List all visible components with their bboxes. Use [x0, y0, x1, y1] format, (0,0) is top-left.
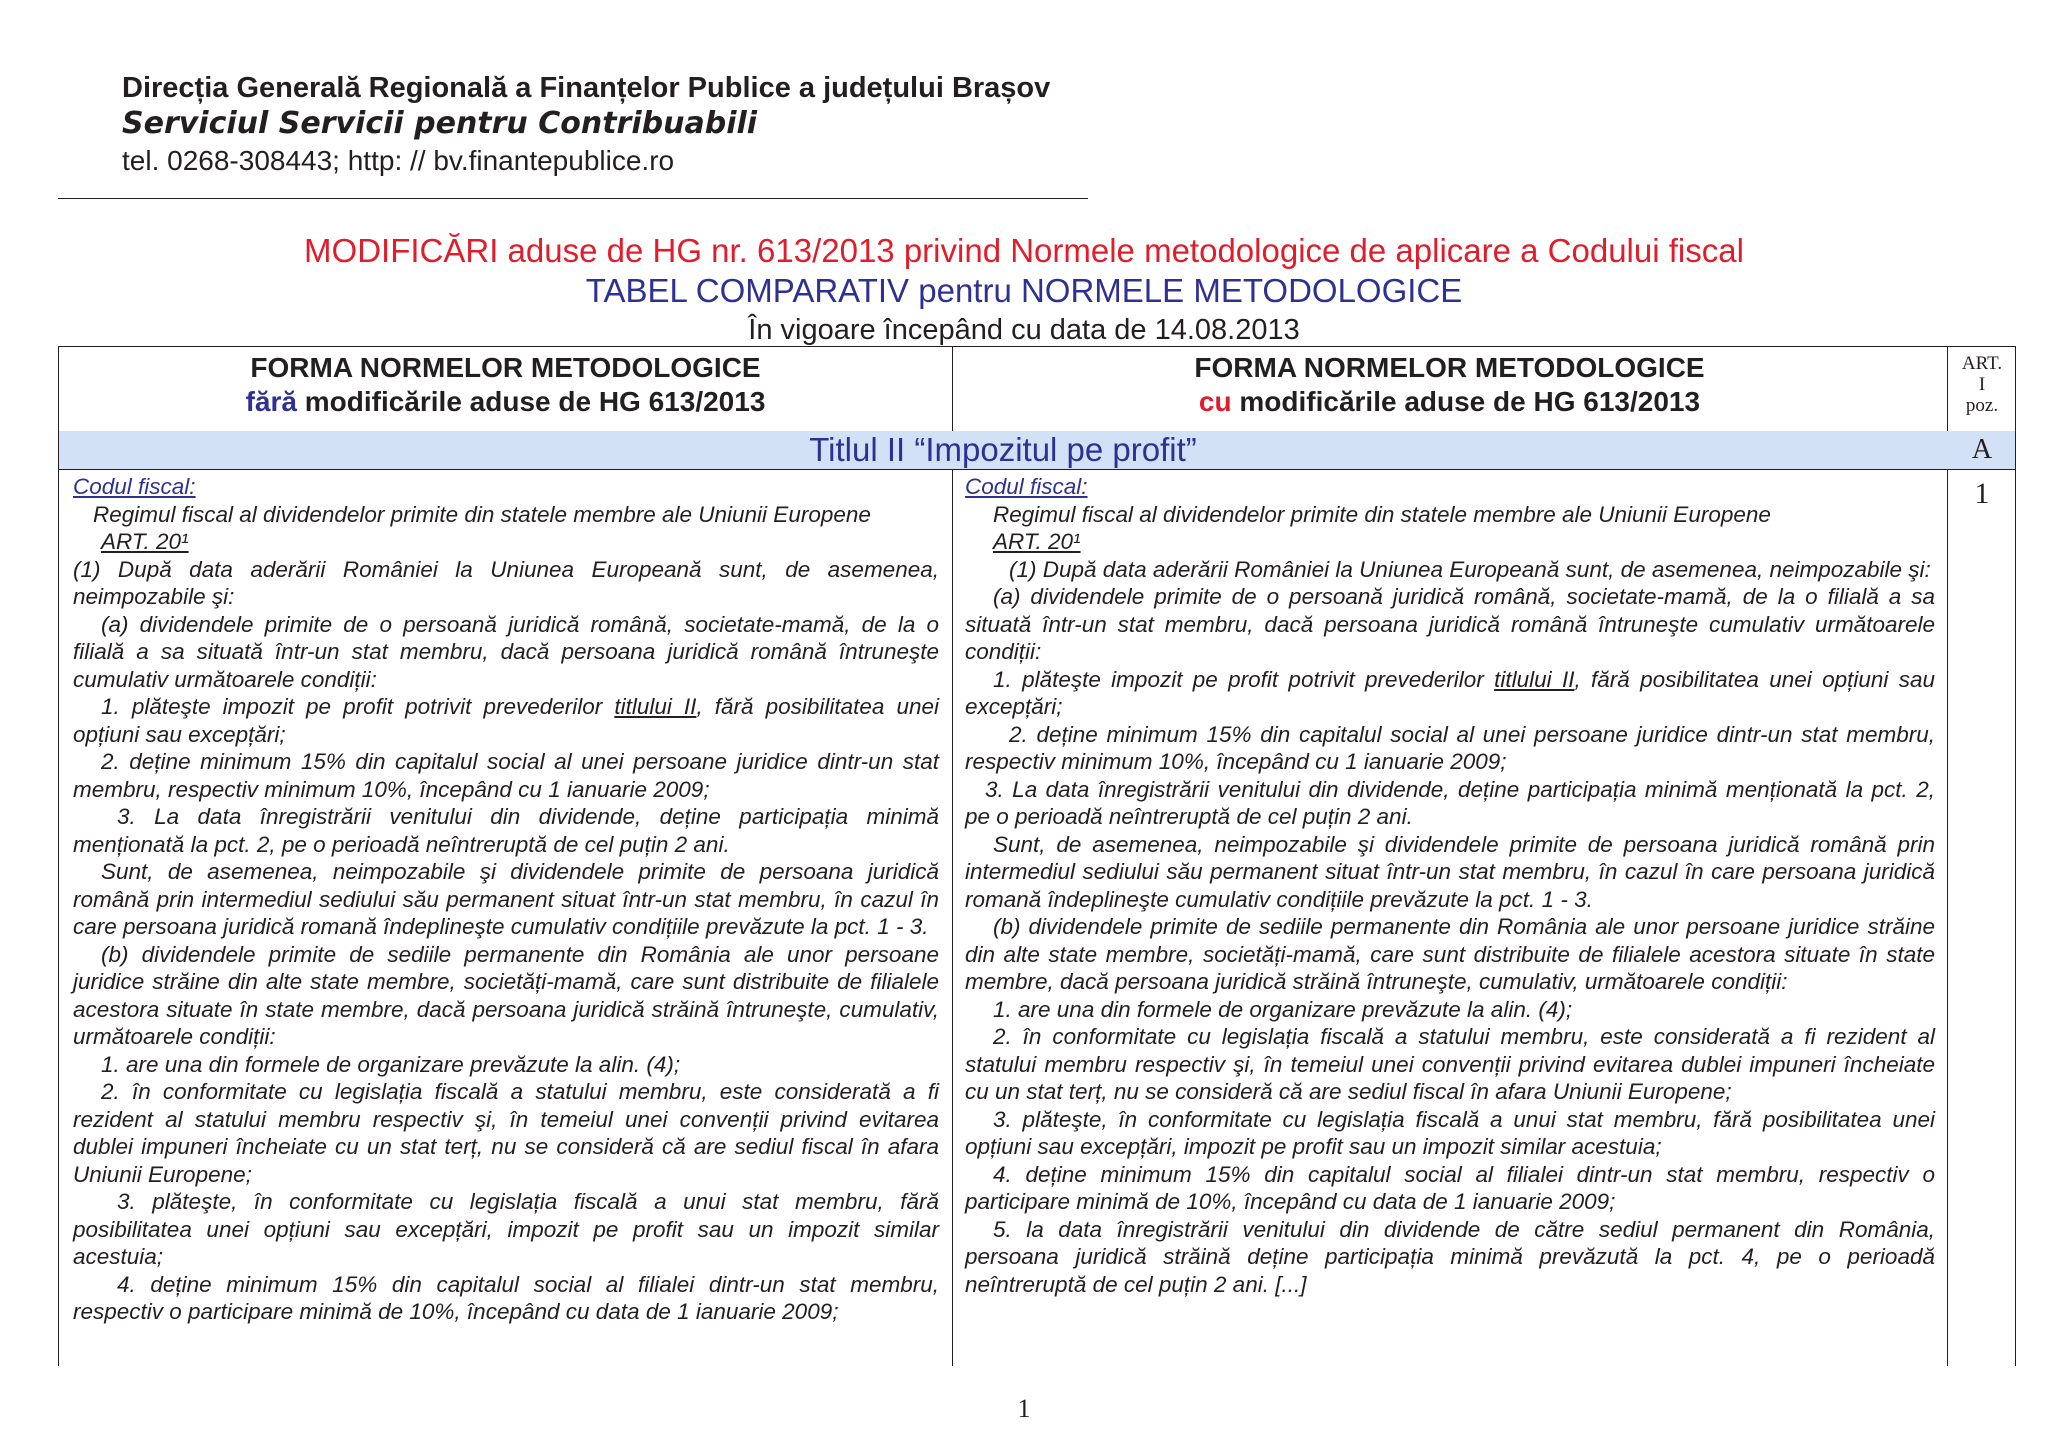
paragraph: 3. La data înregistrării venitului din dividende, deține participația minimă menționată la pct. 2, pe o perioadă neîntreruptă de cel puțin 2 ani.	[73, 804, 939, 857]
section-title-row	[59, 431, 2015, 470]
header-old-line2	[59, 385, 952, 419]
paragraph: 1. are una din formele de organizare prevăzute la alin. (4);	[993, 996, 1573, 1022]
table-header-row	[59, 347, 2015, 432]
title-comparative-table: TABEL COMPARATIV pentru NORMELE METODOLOGICE	[585, 272, 1463, 309]
paragraph: (1) După data aderării României la Uniunea Europeană sunt, de asemenea, neimpozabile şi:	[73, 556, 939, 609]
paragraph: 3. La data înregistrării venitului din dividende, deține participația minimă menționată la pct. 2, pe o perioadă neîntreruptă de cel puțin 2 ani.	[965, 776, 1935, 829]
header-cell-old	[59, 351, 952, 419]
document-header	[122, 70, 1122, 180]
contact-line: tel. 0268-308443; http: // bv.finantepublice.ro	[122, 145, 675, 176]
paragraph: (b) dividendele primite de sediile permanente din România ale unor persoane juridice străine din alte state membre, societăți-mamă, care sunt distribuite de filialele acestora situate în state membre, dacă persoana juridică străină întruneşte, cumulativ, următoarele condiții:	[73, 941, 939, 1049]
header-divider	[58, 198, 1088, 199]
header-art-line2: I	[1978, 374, 1986, 395]
article-label: ART. 20¹	[993, 529, 1081, 554]
header-art-line3: poz.	[1965, 395, 1999, 416]
paragraph: 3. plăteşte, în conformitate cu legislația fiscală a unui stat membru, fără posibilitatea unei opțiuni sau excepțări, impozit pe profit sau un impozit similar acestuia;	[965, 1106, 1935, 1159]
header-cell-new	[952, 351, 1947, 419]
header-new-rest: modificările aduse de HG 613/2013	[1231, 386, 1701, 417]
paragraph: 5. la data înregistrării venitului din dividende de către sediul permanent din România, persoana juridică străină deține participația minimă prevăzută la pct. 4, pe o perioadă neîntreruptă de cel puțin 2 ani. [...]	[965, 1216, 1935, 1297]
paragraph: 1. are una din formele de organizare prevăzute la alin. (4);	[101, 1051, 681, 1077]
service-name: Serviciul Servicii pentru Contribuabili	[122, 106, 758, 141]
link-titlului-ii: titlului II	[1494, 666, 1575, 692]
position-number: 1	[1974, 477, 1990, 510]
paragraph: Sunt, de asemenea, neimpozabile şi dividendele primite de persoana juridică română prin intermediul sediului său permanent situat într-un stat membru, în cazul în care persoana juridică romană îndeplineşte cumulativ condițiile prevăzute la pct. 1 - 3.	[73, 859, 939, 939]
paragraph: 4. deține minimum 15% din capitalul social al filialei dintr-un stat membru, respectiv o participare minimă de 10%, începând cu data de 1 ianuarie 2009;	[73, 1271, 939, 1324]
comparison-table	[58, 346, 2016, 1366]
page-number: 1	[1017, 1394, 1031, 1423]
paragraph: 3. plăteşte, în conformitate cu legislația fiscală a unui stat membru, fără posibilitatea unei opțiuni sau excepțări, impozit pe profit sau un impozit similar acestuia;	[73, 1189, 939, 1269]
paragraph: (b) dividendele primite de sediile permanente din România ale unor persoane juridice străine din alte state membre, societăți-mamă, care sunt distribuite de filialele acestora situate în state membre, dacă persoana juridică străină întruneşte, cumulativ, următoarele condiții:	[965, 914, 1935, 994]
paragraph: 1. plăteşte impozit pe profit potrivit prevederilor titlului II, fără posibilitatea unei opțiuni sau excepțări;	[73, 694, 939, 747]
header-old-rest: modificările aduse de HG 613/2013	[296, 386, 766, 417]
paragraph: 4. deține minimum 15% din capitalul social al filialei dintr-un stat membru, respectiv o participare minimă de 10%, începând cu data de 1 ianuarie 2009;	[965, 1161, 1935, 1214]
header-new-keyword: cu	[1198, 386, 1232, 417]
article-label: ART. 20¹	[101, 529, 189, 554]
paragraph: (a) dividendele primite de o persoană juridică română, societate-mamă, de la o filială a sa situată într-un stat membru, dacă persoana juridică română întruneşte cumulativ următoarele condiții:	[73, 611, 939, 692]
codul-fiscal-label: Codul fiscal:	[965, 474, 1088, 499]
paragraph: (a) dividendele primite de o persoană juridică română, societate-mamă, de la o filială a sa situată într-un stat membru, dacă persoana juridică română întruneşte cumulativ următoarele condiții:	[965, 584, 1935, 664]
header-old-keyword: fără	[245, 386, 297, 417]
new-text-column	[965, 473, 1935, 1298]
old-text-column	[73, 473, 939, 1326]
header-new-line1: FORMA NORMELOR METODOLOGICE	[1194, 352, 1705, 383]
section-title: Titlul II “Impozitul pe profit”	[809, 431, 1197, 468]
column-divider	[952, 347, 953, 1366]
paragraph: 1. plăteşte impozit pe profit potrivit prevederilor titlului II, fără posibilitatea unei opțiuni sau excepțări;	[965, 666, 1935, 719]
codul-fiscal-label: Codul fiscal:	[73, 474, 196, 499]
paragraph: Regimul fiscal al dividendelor primite din statele membre ale Uniunii Europene	[993, 501, 1771, 527]
paragraph: Regimul fiscal al dividendelor primite din statele membre ale Uniunii Europene	[93, 501, 871, 527]
paragraph: 2. în conformitate cu legislația fiscală a statului membru, este considerată a fi rezident al statului membru respectiv şi, în temeiul unei convenții privind evitarea dublei impuneri încheiate cu un stat terț, nu se consideră că are sediul fiscal în afara Uniunii Europene;	[73, 1079, 939, 1187]
paragraph: (1) După data aderării României la Uniunea Europeană sunt, de asemenea, neimpozabile şi:	[1009, 556, 1931, 582]
title-modifications: MODIFICĂRI aduse de HG nr. 613/2013 privind Normele metodologice de aplicare a Codului fiscal	[304, 232, 1744, 269]
header-art-line1: ART.	[1961, 353, 2003, 374]
link-titlului-ii: titlului II	[614, 694, 697, 719]
paragraph: 2. în conformitate cu legislația fiscală a statului membru, este considerată a fi rezident al statului membru respectiv şi, în temeiul unei convenții privind evitarea dublei impuneri încheiate cu un stat terț, nu se consideră că are sediul fiscal în afara Uniunii Europene;	[965, 1024, 1935, 1104]
paragraph: Sunt, de asemenea, neimpozabile şi dividendele primite de persoana juridică română prin intermediul sediului său permanent situat într-un stat membru, în cazul în care persoana juridică romană îndeplineşte cumulativ condițiile prevăzute la pct. 1 - 3.	[965, 831, 1935, 912]
header-cell-art	[1947, 353, 2017, 416]
title-effective-date: În vigoare începând cu data de 14.08.2013	[748, 314, 1300, 346]
paragraph: 2. deține minimum 15% din capitalul social al unei persoane juridice dintr-un stat membru, respectiv minimum 10%, începând cu 1 ianuarie 2009;	[965, 721, 1935, 774]
section-code: A	[1971, 434, 1993, 465]
header-new-line2	[952, 385, 1947, 419]
header-old-line1: FORMA NORMELOR METODOLOGICE	[250, 352, 761, 383]
institution-name: Direcția Generală Regională a Finanțelor Publice a județului Brașov	[122, 72, 1051, 104]
paragraph: 2. deține minimum 15% din capitalul social al unei persoane juridice dintr-un stat membru, respectiv minimum 10%, începând cu 1 ianuarie 2009;	[73, 749, 939, 802]
